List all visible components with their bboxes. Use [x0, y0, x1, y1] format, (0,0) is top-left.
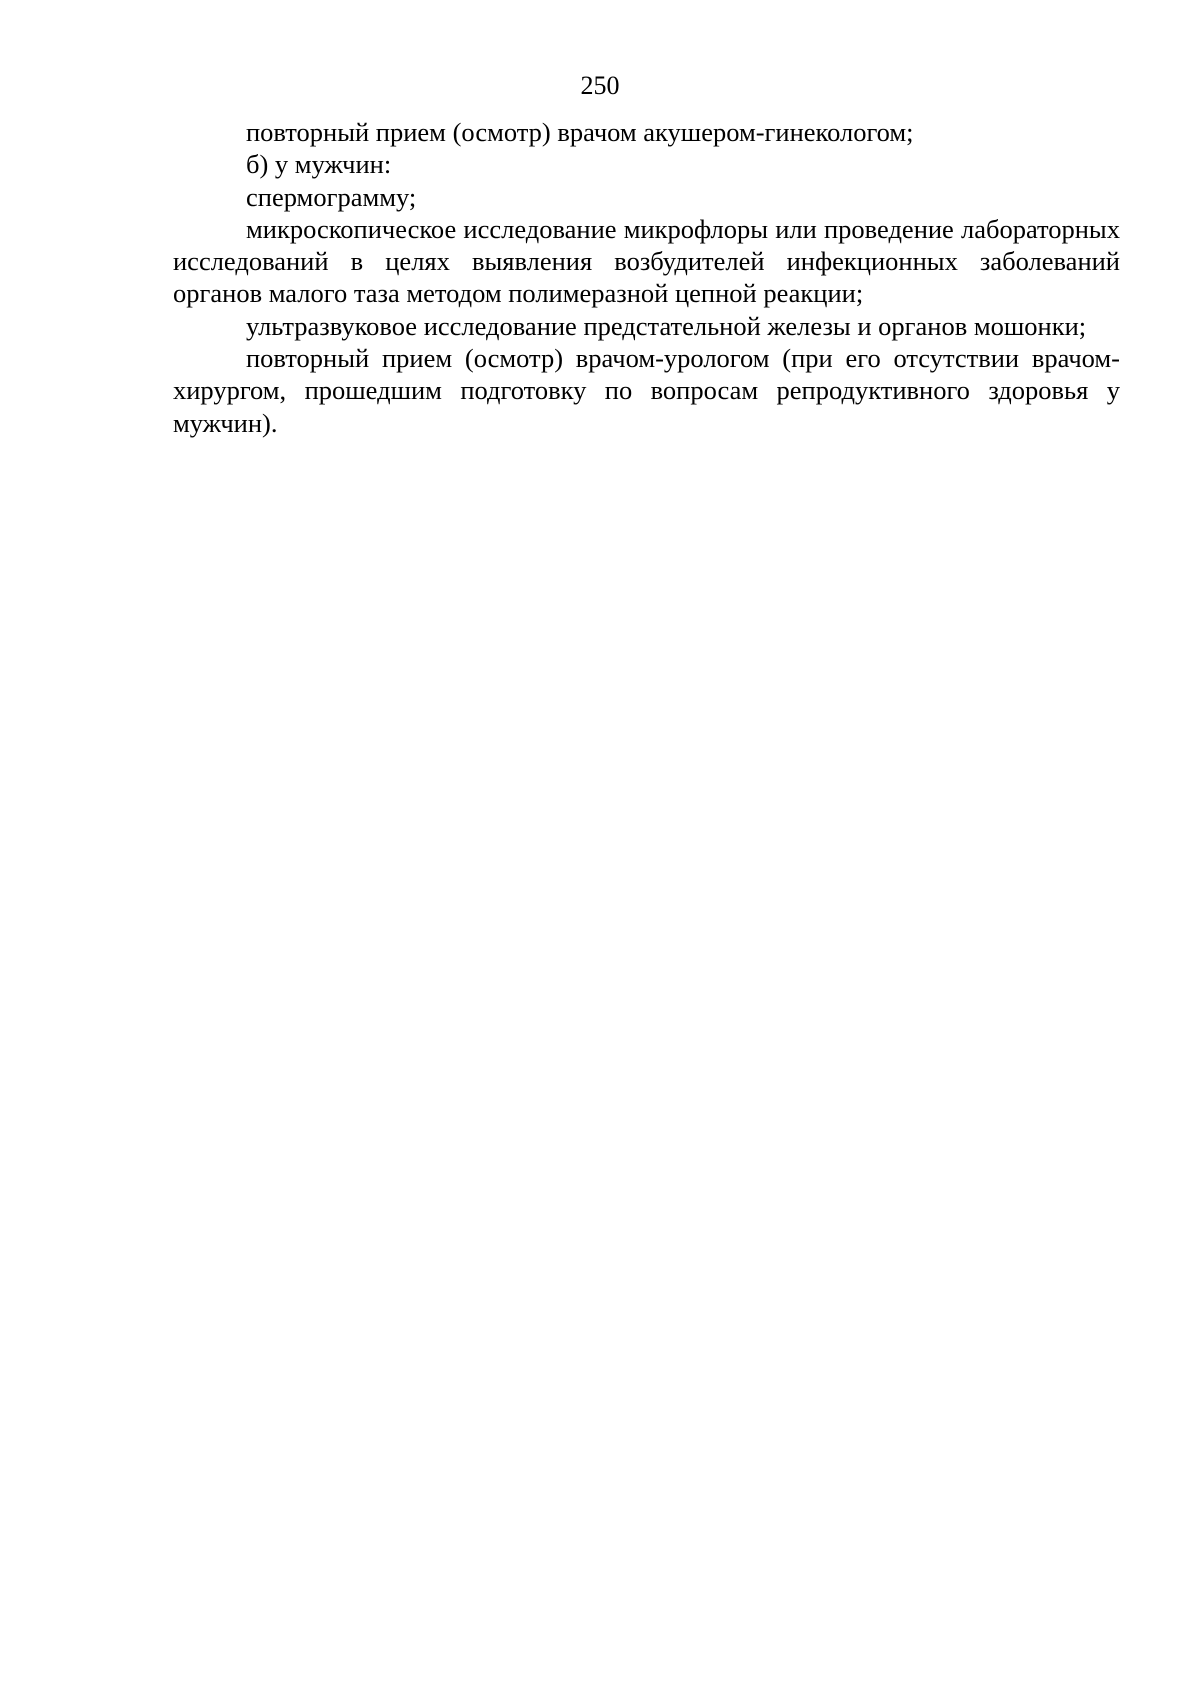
paragraph-microscopy-pcr: микроскопическое исследование микрофлоры или проведение лабораторных исследований в целях выявления возбудителей инфекционных заболеваний органов малого таза методом полимеразной цепной реакции;: [173, 213, 1120, 309]
paragraph-urologist-followup: повторный прием (осмотр) врачом-урологом (при его отсутствии врачом-хирургом, прошедшим подготовку по вопросам репродуктивного здоровья у мужчин).: [173, 343, 1120, 438]
paragraph-spermogram: спермограмму;: [246, 181, 417, 212]
paragraph-obgyn-followup: повторный прием (осмотр) врачом акушером-гинекологом;: [246, 117, 914, 147]
body-text: [173, 116, 1120, 439]
paragraph-men-heading: б) у мужчин:: [246, 149, 392, 180]
paragraph-ultrasound: ультразвуковое исследование предстательной железы и органов мошонки;: [246, 310, 1087, 341]
page-number: 250: [580, 71, 620, 100]
